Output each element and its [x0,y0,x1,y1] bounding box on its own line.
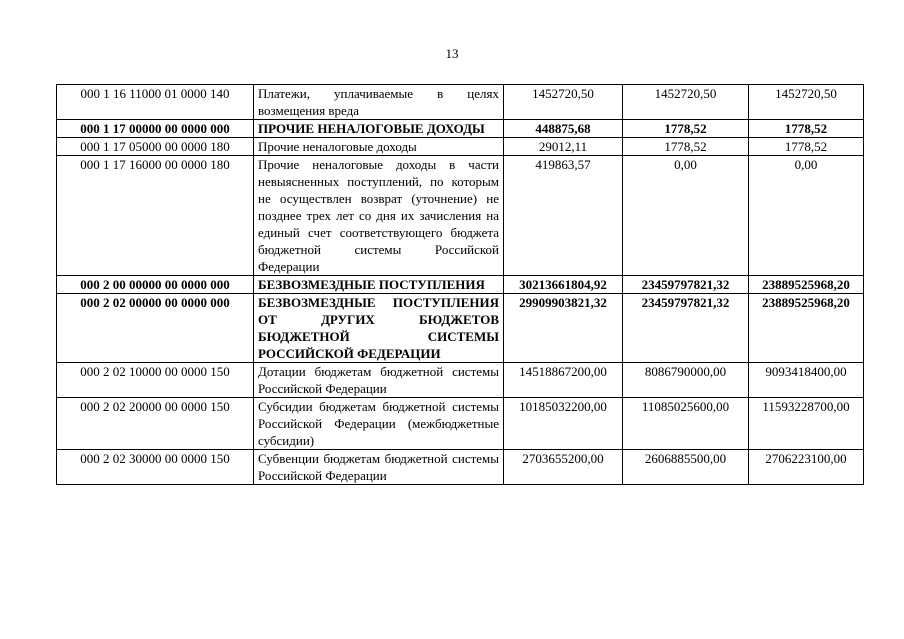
revenue-name: Прочие неналоговые доходы [254,138,504,156]
value-col-1: 419863,57 [504,156,623,276]
value-col-2: 1778,52 [623,138,749,156]
budget-code: 000 2 02 10000 00 0000 150 [57,363,254,398]
value-col-3: 11593228700,00 [749,398,864,450]
table-row [57,450,864,485]
budget-code: 000 1 17 05000 00 0000 180 [57,138,254,156]
value-col-2: 23459797821,32 [623,294,749,363]
table-row [57,120,864,138]
budget-code: 000 2 00 00000 00 0000 000 [57,276,254,294]
table-row [57,276,864,294]
value-col-2: 2606885500,00 [623,450,749,485]
value-col-1: 10185032200,00 [504,398,623,450]
value-col-2: 11085025600,00 [623,398,749,450]
revenue-name: Дотации бюджетам бюджетной системы Российской Федерации [254,363,504,398]
budget-code: 000 2 02 30000 00 0000 150 [57,450,254,485]
value-col-1: 29012,11 [504,138,623,156]
revenue-name: БЕЗВОЗМЕЗДНЫЕ ПОСТУПЛЕНИЯ ОТ ДРУГИХ БЮДЖЕТОВ БЮДЖЕТНОЙ СИСТЕМЫ РОССИЙСКОЙ ФЕДЕРАЦИИ [254,294,504,363]
page-number: 13 [445,46,459,61]
value-col-2: 1452720,50 [623,85,749,120]
revenue-name: Субвенции бюджетам бюджетной системы Российской Федерации [254,450,504,485]
budget-code: 000 2 02 00000 00 0000 000 [57,294,254,363]
table-row [57,363,864,398]
value-col-2: 23459797821,32 [623,276,749,294]
budget-code: 000 2 02 20000 00 0000 150 [57,398,254,450]
budget-code: 000 1 17 16000 00 0000 180 [57,156,254,276]
value-col-3: 23889525968,20 [749,276,864,294]
value-col-1: 29909903821,32 [504,294,623,363]
value-col-3: 0,00 [749,156,864,276]
value-col-1: 30213661804,92 [504,276,623,294]
revenue-name: БЕЗВОЗМЕЗДНЫЕ ПОСТУПЛЕНИЯ [254,276,504,294]
value-col-2: 0,00 [623,156,749,276]
value-col-3: 2706223100,00 [749,450,864,485]
revenue-name: ПРОЧИЕ НЕНАЛОГОВЫЕ ДОХОДЫ [254,120,504,138]
table-row [57,85,864,120]
table-row [57,156,864,276]
value-col-3: 1778,52 [749,120,864,138]
value-col-1: 14518867200,00 [504,363,623,398]
table-row [57,138,864,156]
value-col-2: 1778,52 [623,120,749,138]
value-col-1: 2703655200,00 [504,450,623,485]
table-row [57,398,864,450]
value-col-3: 23889525968,20 [749,294,864,363]
revenue-table [56,84,864,485]
table-row [57,294,864,363]
revenue-name: Платежи, уплачиваемые в целях возмещения вреда [254,85,504,120]
value-col-3: 1452720,50 [749,85,864,120]
value-col-3: 9093418400,00 [749,363,864,398]
revenue-name: Субсидии бюджетам бюджетной системы Российской Федерации (межбюджетные субсидии) [254,398,504,450]
value-col-1: 448875,68 [504,120,623,138]
value-col-1: 1452720,50 [504,85,623,120]
revenue-name: Прочие неналоговые доходы в части невыясненных поступлений, по которым не осуществлен возврат (уточнение) не позднее трех лет со дня их зачисления на единый счет соответствующего бюджета бюджетной системы Российской Федерации [254,156,504,276]
value-col-3: 1778,52 [749,138,864,156]
budget-code: 000 1 16 11000 01 0000 140 [57,85,254,120]
budget-code: 000 1 17 00000 00 0000 000 [57,120,254,138]
value-col-2: 8086790000,00 [623,363,749,398]
